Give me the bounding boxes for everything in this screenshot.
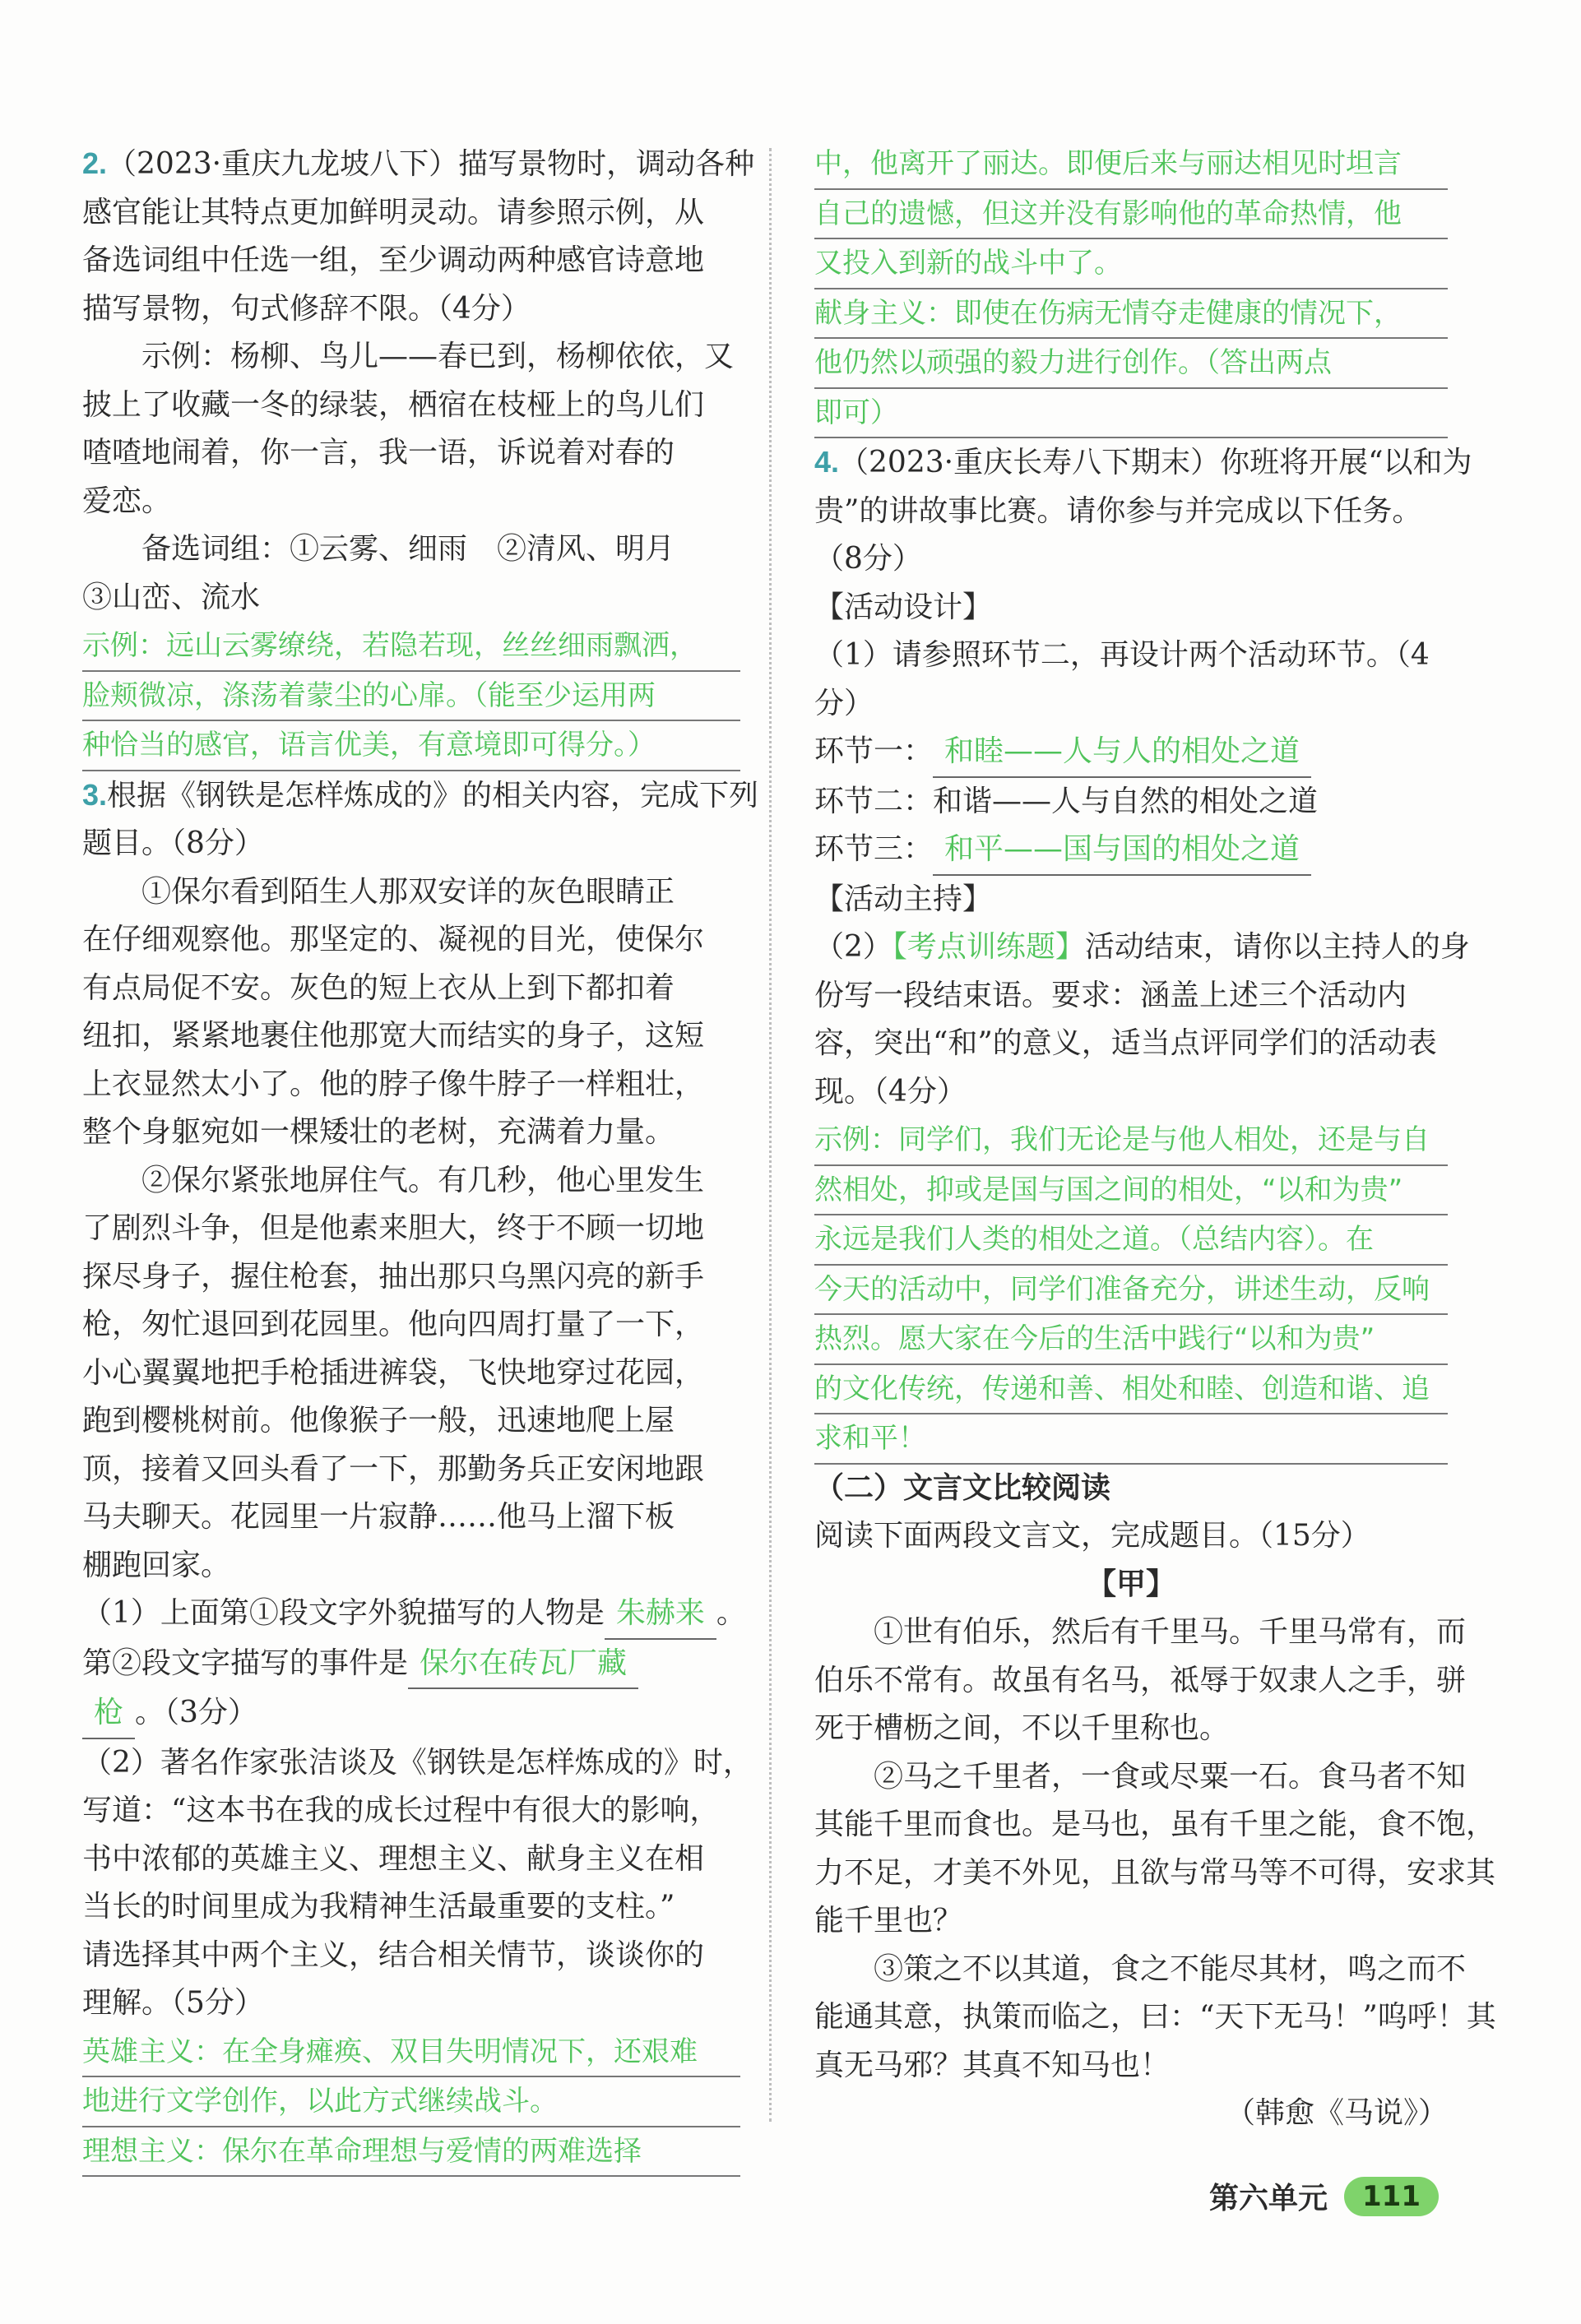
text-line: 备选词组：①云雾、细雨 ②清风、明月: [141, 532, 675, 566]
link3-label: 环节三：: [814, 832, 934, 866]
answer-line: 又投入到新的战斗中了。: [814, 239, 1448, 289]
text-line: 请选择其中两个主义，结合相关情节，谈谈你的: [82, 1937, 705, 1972]
text-line: 小心翼翼地把手枪插进裤袋，飞快地穿过花园，: [82, 1355, 705, 1390]
q3-answer-character: 朱赫来: [605, 1590, 716, 1640]
answer-line: 今天的活动中，同学们准备充分，讲述生动，反响: [814, 1266, 1448, 1316]
text-line: ③山峦、流水: [82, 580, 261, 614]
answer-line: 示例：同学们，我们无论是与他人相处，还是与自: [814, 1116, 1448, 1166]
text-line: 书中浓郁的英雄主义、理想主义、献身主义在相: [82, 1841, 705, 1876]
text-line: 跑到樱桃树前。他像猴子一般，迅速地爬上屋: [82, 1404, 675, 1437]
q3-part1-score: 。（3分）: [135, 1696, 257, 1729]
text-line: 纽扣，紧紧地裹住他那宽大而结实的身子，这短: [82, 1019, 705, 1053]
q3-part1-line3: [82, 1689, 740, 1739]
question-line: [82, 140, 755, 189]
answer-line: 的文化传统，传递和善、相处和睦、创造和谐、追: [814, 1365, 1448, 1415]
answer-line: 他仍然以顽强的毅力进行创作。（答出两点: [814, 339, 1448, 389]
exam-point-tag: 【考点训练题】: [892, 930, 1085, 964]
text-line: 棚跑回家。: [82, 1548, 231, 1582]
answer-line: 献身主义：即使在伤病无情夺走健康的情况下，: [814, 289, 1448, 340]
text-line: 死于槽枥之间，不以千里称也。: [814, 1711, 1230, 1745]
answer-line: 求和平！: [814, 1414, 1448, 1465]
link1-answer: 和睦——人与人的相处之道: [933, 728, 1311, 778]
answer-line: 热烈。愿大家在今后的生活中践行“以和为贵”: [814, 1315, 1448, 1365]
section-intro: 阅读下面两段文言文，完成题目。（15分）: [814, 1519, 1370, 1553]
unit-label: 第六单元: [1209, 2182, 1328, 2215]
answer-line: 地进行文学创作，以此方式继续战斗。: [82, 2077, 740, 2127]
text-line: ②马之千里者，一食或尽粟一石。食马者不知: [874, 1759, 1467, 1794]
task2-number: （2）: [814, 930, 892, 964]
question-number: 3.: [82, 777, 108, 812]
activity-link-2: 环节二：和谐——人与自然的相处之道: [814, 784, 1319, 818]
question-line: [814, 438, 1472, 488]
text-line: （8分）: [814, 542, 922, 576]
text-line: 现。（4分）: [814, 1074, 967, 1109]
text-line: 真无马邪？其真不知马也！: [814, 2048, 1171, 2082]
q3-part1-line1: [82, 1590, 746, 1640]
text-line: 马夫聊天。花园里一片寂静……他马上溜下板: [82, 1500, 675, 1534]
text-line: 贵”的讲故事比赛。请你参与并完成以下任务。: [814, 493, 1422, 528]
text-line: 爱恋。: [82, 484, 172, 518]
answer-line: 种恰当的感官，语言优美，有意境即可得分。）: [82, 721, 740, 771]
page-footer: [1209, 2175, 1439, 2217]
text-line: 在仔细观察他。那坚定的、凝视的目光，使保尔: [82, 923, 705, 956]
text-line: 喳喳地闹着，你一言，我一语，诉说着对春的: [82, 436, 675, 470]
text-line: 其能千里而食也。是马也，虽有千里之能，食不饱，: [814, 1808, 1496, 1841]
task2-text: 活动结束，请你以主持人的身: [1084, 930, 1470, 964]
text-line: 能通其意，执策而临之，曰：“天下无马！”呜呼！其: [814, 2000, 1496, 2034]
text-line: 描写景物，句式修辞不限。（4分）: [82, 291, 531, 326]
text-jia-title: 【甲】: [1086, 1567, 1175, 1601]
text-line: 写道：“这本书在我的成长过程中有很大的影响，: [82, 1794, 720, 1827]
text-line: （1）请参照环节二，再设计两个活动环节。（4: [814, 638, 1430, 672]
q3-part1-prompt: （1）上面第①段文字外貌描写的人物是: [82, 1596, 605, 1630]
link1-label: 环节一：: [814, 734, 934, 768]
question-number: 2.: [82, 146, 108, 180]
text-line: 份写一段结束语。要求：涵盖上述三个活动内: [814, 978, 1407, 1012]
left-column: [82, 140, 759, 2177]
answer-line: 理想主义：保尔在革命理想与爱情的两难选择: [82, 2127, 740, 2178]
answer-line: 中，他离开了丽达。即便后来与丽达相见时坦言: [814, 140, 1448, 190]
text-line: 了剧烈斗争，但是他素来胆大，终于不顾一切地: [82, 1211, 705, 1245]
task2-line: [814, 924, 1470, 972]
q3-part1-prompt2: 第②段文字描写的事件是: [82, 1646, 409, 1680]
text-line: 探尽身子，握住枪套，抽出那只乌黑闪亮的新手: [82, 1259, 705, 1294]
page-number: 111: [1344, 2177, 1439, 2216]
text-line: 题目。（8分）: [82, 826, 264, 860]
text-line: 力不足，才美不外见，且欲与常马等不可得，安求其: [814, 1855, 1496, 1890]
answer-line: 然相处，抑或是国与国之间的相处，“以和为贵”: [814, 1166, 1448, 1216]
text-line: 示例：杨柳、鸟儿——春已到，杨柳依依，又: [141, 340, 735, 373]
text-line: 理解。（5分）: [82, 1986, 264, 2020]
right-column: [814, 140, 1496, 2138]
text-line: 【活动设计】: [814, 590, 993, 624]
host-heading: 【活动主持】: [814, 882, 993, 916]
answer-line: 英雄主义：在全身瘫痪、双目失明情况下，还艰难: [82, 2028, 740, 2078]
text-line: 整个身躯宛如一棵矮壮的老树，充满着力量。: [82, 1115, 675, 1149]
text-line: ①保尔看到陌生人那双安详的灰色眼睛正: [141, 874, 675, 909]
question-line: [82, 771, 759, 821]
text-line: 感官能让其特点更加鲜明灵动。请参照示例，从: [82, 195, 705, 229]
text-line: （2）著名作家张洁谈及《钢铁是怎样炼成的》时，: [82, 1745, 753, 1780]
q3-part1-line2: [82, 1640, 740, 1690]
text-line: 枪，匆忙退回到花园里。他向四周打量了一下，: [82, 1308, 705, 1341]
text-line: 上衣显然太小了。他的脖子像牛脖子一样粗壮，: [82, 1067, 705, 1101]
text-line: 伯乐不常有。故虽有名马，祗辱于奴隶人之手，骈: [814, 1663, 1467, 1697]
text-line: 备选词组中任选一组，至少调动两种感官诗意地: [82, 243, 705, 277]
q3-answer-event-cont: 枪: [82, 1689, 135, 1739]
text-line: 顶，接着又回头看了一下，那勤务兵正安闲地跟: [82, 1451, 705, 1486]
text-line: ②保尔紧张地屏住气。有几秒，他心里发生: [141, 1163, 705, 1197]
answer-line: 自己的遗憾，但这并没有影响他的革命热情，他: [814, 190, 1448, 240]
text-line: 有点局促不安。灰色的短上衣从上到下都扣着: [82, 970, 675, 1005]
answer-line: 即可）: [814, 389, 1448, 439]
activity-link-3: [814, 826, 1448, 876]
source-citation: （韩愈《马说》）: [1225, 2096, 1448, 2130]
q3-answer-event: 保尔在砖瓦厂藏: [408, 1640, 638, 1690]
q3-part1-punct: 。: [716, 1596, 746, 1630]
text-line: ③策之不以其道，食之不能尽其材，鸣之而不: [874, 1951, 1467, 1986]
text-line: 当长的时间里成为我精神生活最重要的支柱。”: [82, 1890, 675, 1924]
activity-link-1: [814, 728, 1448, 778]
link3-answer: 和平——国与国的相处之道: [933, 826, 1311, 876]
column-divider: [769, 148, 772, 2122]
question-text: （2023·重庆长寿八下期末）你班将开展“以和为: [839, 446, 1472, 479]
question-text: 根据《钢铁是怎样炼成的》的相关内容，完成下列: [107, 778, 759, 812]
text-line: ①世有伯乐，然后有千里马。千里马常有，而: [874, 1615, 1467, 1649]
answer-line: 永远是我们人类的相处之道。（总结内容）。在: [814, 1215, 1448, 1266]
section-heading: （二）文言文比较阅读: [814, 1470, 1111, 1505]
question-text: （2023·重庆九龙坡八下）描写景物时，调动各种: [107, 147, 755, 181]
text-line: 容，突出“和”的意义，适当点评同学们的活动表: [814, 1026, 1437, 1060]
answer-line: 示例：远山云雾缭绕，若隐若现，丝丝细雨飘洒，: [82, 622, 740, 672]
text-line: 能千里也？: [814, 1904, 963, 1937]
question-number: 4.: [814, 445, 840, 479]
text-line: 披上了收藏一冬的绿装，栖宿在枝桠上的鸟儿们: [82, 387, 705, 422]
text-line: 分）: [814, 686, 874, 720]
answer-line: 脸颊微凉，涤荡着蒙尘的心扉。（能至少运用两: [82, 672, 740, 722]
